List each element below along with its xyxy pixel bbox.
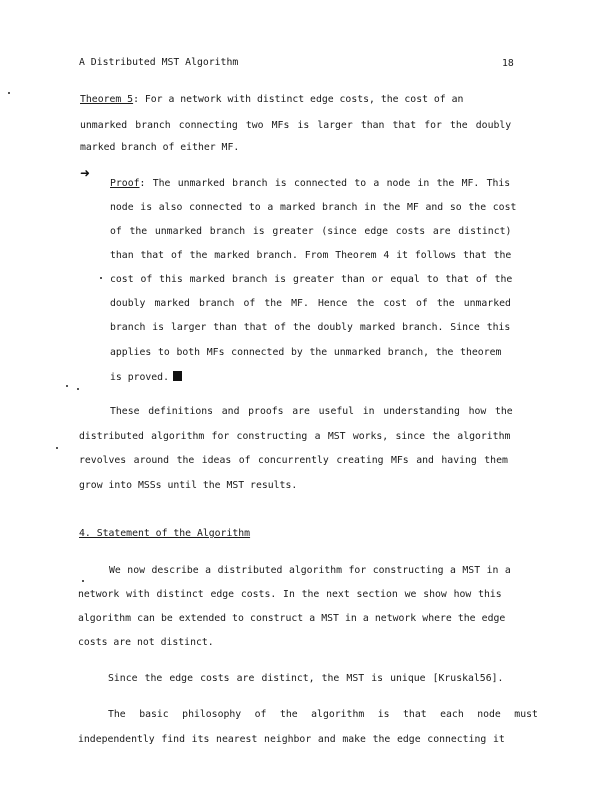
scan-speck [66,385,68,387]
running-title: A Distributed MST Algorithm [79,57,239,68]
para3-line-1: Since the edge costs are distinct, the MST is unique [Kruskal56]. [108,673,504,684]
scan-speck [8,92,10,94]
section-heading: 4. Statement of the Algorithm [79,528,251,539]
proof-line-7: branch is larger than that of the doubly marked branch. Since this [110,322,511,333]
margin-arrow-icon: ➜ [80,166,91,180]
proof-line-2: node is also connected to a marked branch in the MF and so the cost [110,202,517,213]
theorem-line-3: marked branch of either MF. [80,142,240,153]
scan-speck [56,447,58,449]
scan-speck [100,277,102,279]
theorem-line-1 [80,94,512,105]
proof-label: Proof [110,178,140,189]
para2-line-4: costs are not distinct. [78,637,214,648]
proof-line-9: is proved. [110,371,182,383]
page-number: 18 [502,58,514,69]
para2-line-2: network with distinct edge costs. In the next section we show how this [78,589,502,600]
proof-line-1: Proof: The unmarked branch is connected to a node in the MF. This [110,178,511,189]
para2-line-1: We now describe a distributed algorithm for constructing a MST in a [109,565,511,576]
para1-line-4: grow into MSSs until the MST results. [79,480,298,491]
para1-line-1: These definitions and proofs are useful in understanding how the [110,406,513,417]
para4-line-2: independently find its nearest neighbor and make the edge connecting it [78,734,505,745]
qed-square-icon [173,371,182,381]
scan-speck [82,580,84,582]
para2-line-3: algorithm can be extended to construct a MST in a network where the edge [78,613,506,624]
theorem-text: : For a network with distinct edge costs, the cost of an [133,94,464,105]
para4-line-1: The basic philosophy of the algorithm is that each node must [108,709,538,720]
proof-line-8: applies to both MFs connected by the unmarked branch, the theorem [110,347,502,358]
theorem-label: Theorem 5 [80,94,134,105]
proof-line-6: doubly marked branch of the MF. Hence the cost of the unmarked [110,298,511,309]
para1-line-2: distributed algorithm for constructing a MST works, since the algorithm [79,431,511,442]
scan-speck [77,388,79,390]
proof-line-5: cost of this marked branch is greater than or equal to that of the [110,274,513,285]
proof-line-3: of the unmarked branch is greater (since edge costs are distinct) [110,226,512,237]
theorem-line-2: unmarked branch connecting two MFs is larger than that for the doubly [80,120,512,131]
para1-line-3: revolves around the ideas of concurrently creating MFs and having them [79,455,508,466]
proof-line-4: than that of the marked branch. From Theorem 4 it follows that the [110,250,512,261]
